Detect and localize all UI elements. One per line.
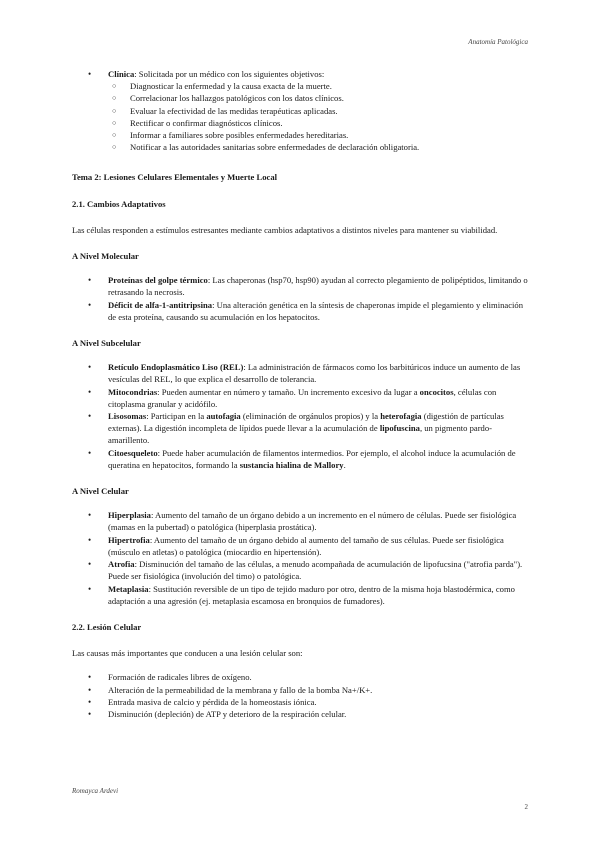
section-2-1-title: 2.1. Cambios Adaptativos — [72, 198, 166, 209]
term: Atrofia — [108, 559, 135, 570]
objective-item: ○ Diagnosticar la enfermedad y la causa exacta de la muerte. — [72, 80, 532, 92]
page-content — [72, 68, 532, 720]
term: Hiperplasia — [108, 510, 151, 521]
term: heterofagia — [380, 411, 422, 422]
definition: . — [343, 459, 346, 470]
running-header: Anatomía Patológica — [468, 38, 528, 46]
clinica-item — [72, 68, 532, 153]
term: lipofuscina — [379, 423, 420, 434]
term: oncocitos — [419, 386, 454, 397]
term: Metaplasia — [108, 583, 149, 594]
definition: : Puede haber acumulación de filamentos intermedios. Por ejemplo, el alcohol induce la acumulación de queratina en hepatocitos, formando la — [108, 447, 516, 470]
definition: : Aumento del tamaño de un órgano debido al aumento del tamaño de sus células. Puede ser fisiológica (músculo en atletas) o patológica (miocardio en hipertensión). — [108, 534, 504, 557]
subcelular-list — [72, 361, 532, 471]
definition: , un pigmento pardo-amarillento. — [108, 423, 493, 446]
objective-item: ○ Evaluar la efectividad de las medidas terapéuticas aplicadas. — [72, 105, 532, 117]
section-2-1-intro: Las células responden a estímulos estresantes mediante cambios adaptativos a distintos niveles para mantener su viabilidad. — [72, 224, 498, 235]
clinica-intro: : Solicitada por un médico con los siguientes objetivos: — [134, 69, 325, 79]
term: Déficit de alfa-1-antitripsina — [108, 299, 213, 310]
definition: : Las chaperonas (hsp70, hsp90) ayudan al correcto plegamiento de polipéptidos, limitando o retrasando la necrosis. — [108, 275, 528, 298]
list-item — [72, 558, 532, 582]
celular-title: A Nivel Celular — [72, 486, 129, 497]
list-item — [72, 361, 532, 385]
term: Hipertrofia — [108, 534, 150, 545]
molecular-title: A Nivel Molecular — [72, 251, 139, 262]
clinica-list — [72, 68, 532, 153]
tema-title: Tema 2: Lesiones Celulares Elementales y Muerte Local — [72, 172, 278, 183]
list-item: • Alteración de la permeabilidad de la membrana y fallo de la bomba Na+/K+. — [72, 684, 532, 696]
objective-item: ○ Rectificar o confirmar diagnósticos clínicos. — [72, 117, 532, 129]
list-item — [72, 274, 532, 298]
list-item — [72, 447, 532, 471]
term: Citoesqueleto — [108, 447, 158, 458]
term: Proteínas del golpe térmico — [108, 275, 208, 286]
list-item — [72, 583, 532, 607]
definition: : Aumento del tamaño de un órgano debido a un incremento en el número de células. Puede ser fisiológica (mamas en la pubertad) o patológica (hiperplasia prostática). — [108, 510, 517, 533]
definition: , células con citoplasma granular y acidófilo. — [108, 386, 497, 409]
page-number: 2 — [524, 803, 528, 811]
list-item: • Disminución (depleción) de ATP y deterioro de la respiración celular. — [72, 708, 532, 720]
definition: : Disminución del tamaño de las células, a menudo acompañada de acumulación de lipofucsina ("atrofia parda"). Puede ser fisiológica (involución del timo) o patológica. — [108, 559, 523, 582]
causes-list — [72, 671, 532, 720]
subcelular-title: A Nivel Subcelular — [72, 338, 141, 349]
term: Retículo Endoplasmático Liso (REL) — [108, 362, 244, 373]
molecular-list — [72, 274, 532, 323]
list-item — [72, 386, 532, 410]
definition: : Participan en la — [146, 411, 207, 422]
section-2-2-intro: Las causas más importantes que conducen a una lesión celular son: — [72, 648, 303, 659]
section-2-2-title: 2.2. Lesión Celular — [72, 621, 142, 632]
definition: : La administración de fármacos como los barbitúricos induce un aumento de las vesículas del REL, lo que explica el desarrollo de tolerancia. — [108, 362, 521, 385]
definition: : Una alteración genética en la síntesis de chaperonas impide el plegamiento y eliminación de esta proteína, causando su acumulación en los hepatocitos. — [108, 299, 524, 322]
objective-item: ○ Informar a familiares sobre posibles enfermedades hereditarias. — [72, 129, 532, 141]
clinica-objectives — [72, 80, 532, 153]
list-item — [72, 299, 532, 323]
definition: : Pueden aumentar en número y tamaño. Un incremento excesivo da lugar a — [157, 386, 420, 397]
list-item — [72, 410, 532, 447]
list-item — [72, 509, 532, 533]
definition: (eliminación de orgánulos propios) y la — [240, 411, 381, 422]
footer-author: Romayca Ardevi — [72, 787, 119, 795]
term: sustancia hialina de Mallory — [239, 459, 344, 470]
list-item: • Entrada masiva de calcio y pérdida de la homeostasis iónica. — [72, 696, 532, 708]
objective-item: ○ Notificar a las autoridades sanitarias sobre enfermedades de declaración obligatoria. — [72, 141, 532, 153]
definition: : Sustitución reversible de un tipo de tejido maduro por otro, dentro de la misma hoja blastodérmica, como adaptación a una agresión (ej. metaplasia escamosa en bronquios de fumadores). — [108, 583, 515, 606]
objective-item: ○ Correlacionar los hallazgos patológicos con los datos clínicos. — [72, 92, 532, 104]
celular-list — [72, 509, 532, 607]
list-item: • Formación de radicales libres de oxígeno. — [72, 671, 532, 683]
term: Mitocondrias — [108, 386, 158, 397]
clinica-term: Clínica — [108, 69, 135, 79]
term: autofagia — [206, 411, 241, 422]
definition: (digestión de partículas externas). La digestión incompleta de lípidos puede llevar a la acumulación de — [108, 411, 504, 434]
term: Lisosomas — [108, 411, 147, 422]
list-item — [72, 534, 532, 558]
